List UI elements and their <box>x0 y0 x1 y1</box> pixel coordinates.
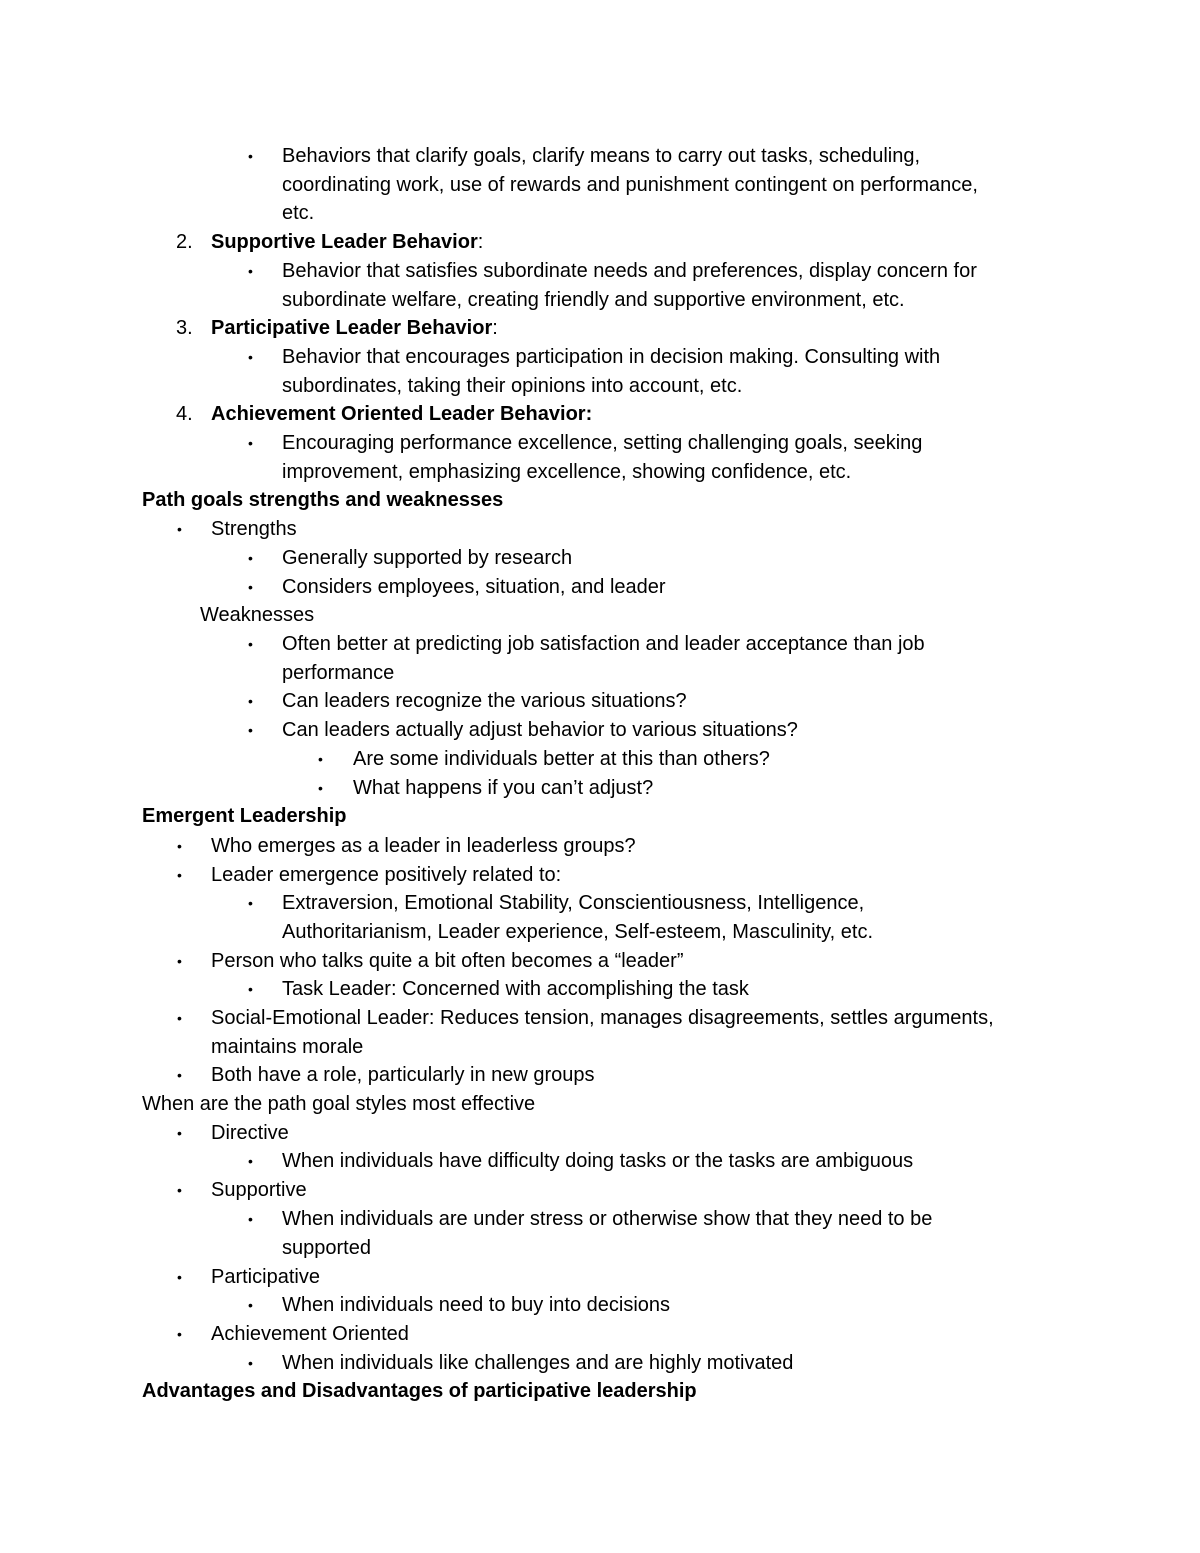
text-line: etc. <box>282 202 315 224</box>
bullet-marker: • <box>248 636 253 652</box>
list-item: Participative <box>211 1266 320 1288</box>
list-number: 2. <box>176 231 193 253</box>
bullet-marker: • <box>177 1125 182 1141</box>
bullet-marker: • <box>177 867 182 883</box>
list-item: When individuals are under stress or otherwise show that they need to be <box>282 1208 933 1230</box>
bullet-marker: • <box>318 751 323 767</box>
section-heading: Path goals strengths and weaknesses <box>142 489 504 511</box>
list-item: What happens if you can’t adjust? <box>353 777 654 799</box>
list-item: Strengths <box>211 518 297 540</box>
bullet-marker: • <box>248 550 253 566</box>
text-line: subordinate welfare, creating friendly and supportive environment, etc. <box>282 289 905 311</box>
list-item: Are some individuals better at this than others? <box>353 748 770 770</box>
list-item: Considers employees, situation, and leader <box>282 576 666 598</box>
text-line: Behaviors that clarify goals, clarify means to carry out tasks, scheduling, <box>282 145 921 167</box>
bullet-marker: • <box>248 263 253 279</box>
bullet-marker: • <box>248 1297 253 1313</box>
bullet-marker: • <box>248 579 253 595</box>
text-line: improvement, emphasizing excellence, showing confidence, etc. <box>282 461 852 483</box>
list-item: When individuals need to buy into decisions <box>282 1294 671 1316</box>
list-item: Often better at predicting job satisfaction and leader acceptance than job <box>282 633 925 655</box>
list-item: Achievement Oriented <box>211 1323 409 1345</box>
bullet-marker: • <box>248 148 253 164</box>
bullet-marker: • <box>248 349 253 365</box>
list-item: Task Leader: Concerned with accomplishing the task <box>282 978 749 1000</box>
text-line: performance <box>282 662 395 684</box>
bullet-marker: • <box>248 1355 253 1371</box>
bullet-marker: • <box>177 838 182 854</box>
text-line: Behavior that encourages participation in decision making. Consulting with <box>282 346 941 368</box>
bullet-marker: • <box>248 693 253 709</box>
list-item: Supportive <box>211 1179 307 1201</box>
list-item: Both have a role, particularly in new groups <box>211 1064 595 1086</box>
list-number: 4. <box>176 403 193 425</box>
bullet-marker: • <box>248 435 253 451</box>
section-heading: When are the path goal styles most effective <box>142 1093 536 1115</box>
list-item: Who emerges as a leader in leaderless groups? <box>211 835 636 857</box>
list-item: Extraversion, Emotional Stability, Conscientiousness, Intelligence, <box>282 892 865 914</box>
bullet-marker: • <box>248 722 253 738</box>
section-heading: Advantages and Disadvantages of participative leadership <box>142 1380 697 1402</box>
text-line: Authoritarianism, Leader experience, Self-esteem, Masculinity, etc. <box>282 921 874 943</box>
section-heading: Emergent Leadership <box>142 805 347 827</box>
numbered-item-title: Supportive Leader Behavior: <box>211 231 484 253</box>
text-line: maintains morale <box>211 1036 364 1058</box>
list-item: When individuals have difficulty doing tasks or the tasks are ambiguous <box>282 1150 914 1172</box>
text-line: Encouraging performance excellence, setting challenging goals, seeking <box>282 432 923 454</box>
bullet-marker: • <box>248 1153 253 1169</box>
list-item: Can leaders actually adjust behavior to various situations? <box>282 719 798 741</box>
list-item: Directive <box>211 1122 289 1144</box>
bullet-marker: • <box>318 780 323 796</box>
list-item: Generally supported by research <box>282 547 573 569</box>
bullet-marker: • <box>177 1182 182 1198</box>
bullet-marker: • <box>248 1211 253 1227</box>
bullet-marker: • <box>177 521 182 537</box>
list-item: Can leaders recognize the various situations? <box>282 690 687 712</box>
numbered-item-title: Participative Leader Behavior: <box>211 317 498 339</box>
numbered-item-title: Achievement Oriented Leader Behavior: <box>211 403 593 425</box>
bullet-marker: • <box>177 953 182 969</box>
list-item: Weaknesses <box>200 604 315 626</box>
bullet-marker: • <box>177 1010 182 1026</box>
list-item: Person who talks quite a bit often becomes a “leader” <box>211 950 684 972</box>
text-line: supported <box>282 1237 371 1259</box>
bullet-marker: • <box>248 895 253 911</box>
text-line: subordinates, taking their opinions into account, etc. <box>282 375 743 397</box>
list-number: 3. <box>176 317 193 339</box>
list-item: Leader emergence positively related to: <box>211 864 562 886</box>
list-item: Social-Emotional Leader: Reduces tension, manages disagreements, settles arguments, <box>211 1007 994 1029</box>
bullet-marker: • <box>177 1326 182 1342</box>
bullet-marker: • <box>177 1269 182 1285</box>
bullet-marker: • <box>177 1067 182 1083</box>
text-line: Behavior that satisfies subordinate needs and preferences, display concern for <box>282 260 977 282</box>
bullet-marker: • <box>248 981 253 997</box>
text-line: coordinating work, use of rewards and punishment contingent on performance, <box>282 174 978 196</box>
list-item: When individuals like challenges and are highly motivated <box>282 1352 794 1374</box>
